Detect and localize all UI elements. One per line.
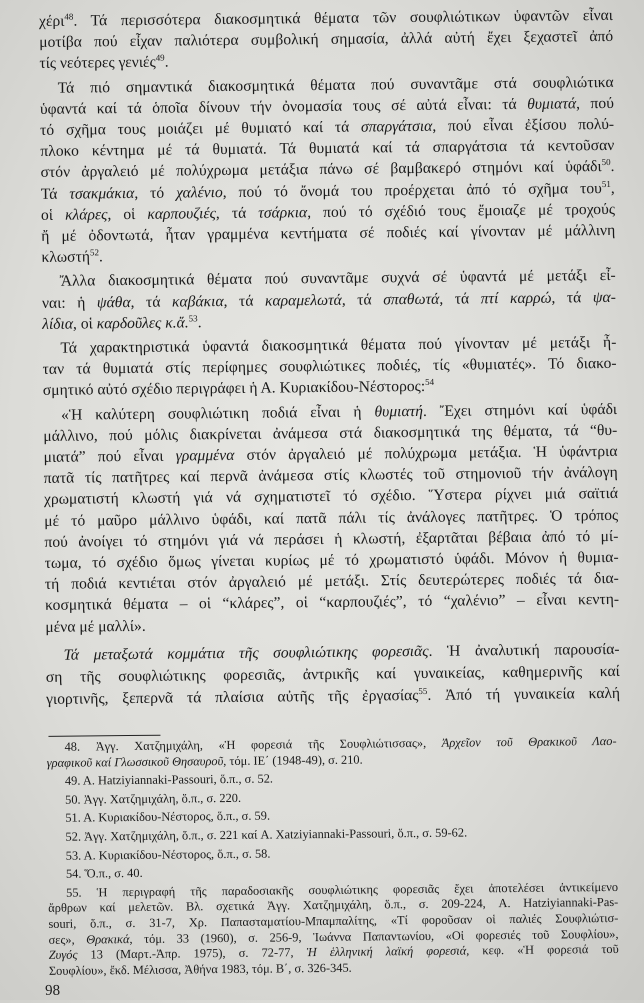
text-run: σμητικό αὐτό σχέδιο περιγράφει ἡ Α. Κυριακίδου-Νέστορος: [42,378,426,400]
text-line [47,805,617,827]
text-run: , τά [551,288,593,307]
italic-text: πτί καρρώ [480,289,552,307]
text-run: 49. A. Hatziyiannaki-Passouri, ὅ.π., σ. 52. [64,771,274,788]
text-run: χρωματιστή κλωστή γιά νά σχηματιστεῖ τό σχέδιο. Ὕστερα ρίχνει μιά σαϊτιά [43,485,619,509]
text-run: , [610,179,615,197]
text-run: μοτίβα πού εἶχαν παλιότερα συμβολική σημασία, ἀλλά αὐτή ἔχει ξεχαστεῖ ἀπό [39,28,614,52]
italic-text: καρπουζιές [147,204,216,223]
text-run: Τά χαρακτηριστικά ὑφαντά διακοσμητικά θέματα πού γίνονταν μέ μετάξι ἦ- [60,333,617,357]
text-run: Τά πιό σημαντικά διακοσμητικά θέματα πού συναντᾶμε στά σουφλιώτικα [57,73,614,97]
footnote-ref: 48 [64,11,74,22]
text-run: μένα μέ μαλλί». [45,617,146,636]
text-run: , τά [439,289,481,308]
text-line [48,842,618,864]
text-run: . Ἡ ἀναλυτική παρουσία- [428,640,620,660]
text-run: souri, ὅ.π., σ. 31-7, Χρ. Παπασταματίου-Μπαμπαλίτης, «Τί φοροῦσαν οἱ παλιές Σουφλιώτισ- [48,910,619,931]
text-run: , πού [576,94,614,113]
body-text [39,5,620,641]
footnote-ref: 53 [188,313,198,324]
text-run: τή ποδιά κεντιέται στόν ἀργαλειό μέ μετάξι. Στίς δευτερώτερες ποδιές τά δια- [44,570,619,594]
text-run: , τόμ. ΙΕ΄ (1948-49), σ. 210. [223,752,363,768]
footnotes [46,734,619,982]
footnote-ref: 52 [89,247,99,258]
italic-text: Θρακικά [86,931,130,947]
text-run: ἤ μέ ὀδοντωτά, ἦταν γραμμένα κεντήματα σέ ποδιές καί γίνονταν μέ μάλλινη [41,221,616,245]
text-run: 55. Ἡ περιγραφή τῆς παραδοσιακῆς σουφλιώτικης φορεσιᾶς ἔχει ἀποτελέσει ἀντικείμενο [66,879,619,900]
paragraph [42,332,617,402]
text-run: . [197,314,202,332]
italic-text: σπαργάτσια [360,117,433,136]
paragraph [39,5,614,75]
text-run: , πού τό ὄνομά του προέρχεται ἀπό τό σχῆμα του [222,179,602,201]
text-run: ὑφαντά καί τά ὁποῖα δίνουν τήν ὀνομασία τους σέ αὐτά εἶναι: τά [39,95,528,118]
text-run: , κεφ. «Ἡ φορεσιά τοῦ [466,942,619,958]
text-run: τό σχῆμα τους μοιάζει μέ θυμιατό καί τά [40,118,362,139]
text-run: 52. Ἀγγ. Χατζημιχάλη, ὅ.π., σ. 221 καί A. Xatziyiannaki-Passouri, ὅ.π., σ. 59-62. [65,825,468,844]
text-run: 54. Ὅ.π., σ. 40. [65,866,143,881]
text-run: 13 (Μαρτ.-Ἀπρ. 1975), σ. 72-77, [77,945,307,962]
text-run: τίς νεότερες γενιές [39,54,156,73]
text-run: , τά [223,292,266,310]
italic-text: καβάκια [171,292,224,311]
text-run: 51. Α. Κυριακίδου-Νέστορος, ὅ.π., σ. 59. [65,808,271,826]
text-run: , τόμ. 33 (1960), σ. 256-9, Ἰωάννα Παπαντωνίου, «Οἱ φορεσιές τοῦ Σουφλίου», [129,926,619,946]
italic-text: ψάθα [96,293,131,311]
text-run: . Ἀπό τή γυναικεία καλή [427,684,621,704]
text-line [47,824,617,846]
footnote [48,842,618,864]
italic-text: γραμμένα [175,446,235,465]
italic-text: λίδια [42,315,74,333]
text-run: σες», [48,932,87,947]
text-run: . [610,158,615,176]
text-run: , τά [130,293,173,311]
paragraph [46,639,621,711]
text-line [47,768,617,790]
footnote-ref: 51 [601,178,611,189]
footnote-ref: 50 [601,157,611,168]
text-run: τωμα, τό σχέδιο ὅμως γίνεται κυρίως μέ τό χρωματιστό ὑφάδι. Μόνον ἡ θυμια- [44,548,619,572]
italic-text: Τά μεταξωτά κομμάτια τῆς σουφλιώτικης φορεσιᾶς [63,642,429,664]
paragraph [42,265,617,335]
italic-text: κλάρες [64,206,108,224]
footnote [47,787,617,809]
footnote [48,880,619,980]
italic-text: σπαθωτά [383,290,440,308]
text-run: Ἄλλα διακοσμητικά θέματα πού συναντᾶμε συχνά σέ ὑφαντά μέ μετάξι εἶ- [59,267,616,291]
text-run: , πού εἶναι ἐξίσου πολύ- [432,115,615,135]
text-run: χέρι [38,12,65,30]
italic-text: τσάρκια [258,203,308,222]
text-run: , τό [134,184,177,202]
footnote-ref: 54 [425,377,435,388]
section-text [46,639,621,714]
text-run: 50. Ἀγγ. Χατζημιχάλη, ὅ.π., σ. 220. [65,790,242,807]
text-run: πού ἀνοίγει τό στημόνι γιά νά περάσει ἡ κλωστή, ἐξαρτᾶται βέβαια ἀπό τό μί- [44,527,619,551]
text-run: κλωστή [41,248,91,267]
text-run: ἄρθρων καί μελετῶν. Βλ. σχετικά Ἀγγ. Χατζημιχάλη, ὅ.π., σ. 209-224, A. Hatziyiannaki-Pas- [48,895,619,916]
italic-text: ψα- [592,288,616,306]
text-run: . Ἔχει στημόνι καί ὑφάδι [422,400,618,420]
italic-text: κ.ἄ. [165,314,189,332]
italic-text: Ζυγός [48,947,78,963]
paragraph [40,72,616,269]
text-run: . [98,248,103,266]
footnote-divider [48,735,160,737]
text-run: ση τῆς σουφλιώτικης φορεσιᾶς, ἀντρικῆς καί γυναικείας, καθημερινῆς καί [45,662,620,686]
footnote [47,824,617,846]
page-number: 98 [45,982,61,999]
text-run: μέ τό μαῦρο μάλλινο ὑφάδι, καί πατᾶ πάλι τίς ἀνάλογες πατῆτρες. Ὁ τρόπος [44,506,619,530]
italic-text: γραφικοῦ καί Γλωσσικοῦ Θησαυροῦ [46,753,224,770]
text-run: μιατά” πού εἶναι [43,447,176,466]
italic-text: χαλένιο [175,183,223,202]
footnote-ref: 49 [155,53,165,64]
text-run: 53. Α. Κυριακίδου-Νέστορος, ὅ.π., σ. 58. [65,846,271,863]
italic-text: Ἡ ἑλληνική λαϊκή φορεσιά [306,943,467,960]
italic-text: καρδοῦλες [96,314,162,333]
text-run: Τά [40,185,70,203]
footnote [47,768,617,790]
italic-text: καραμελωτά [264,291,342,310]
italic-text: τσακμάκια [69,184,135,203]
text-run: μάλλινο, πού μόλις διακρίνεται ἀνάμεσα στά διακοσμητικά της θέματα, τά “θυ- [43,421,618,445]
footnote [46,734,616,771]
italic-text: θυμιατή [374,402,424,421]
text-run: , τά [215,204,259,222]
text-run: πλοκο κέντημα μέ τά θυμιατά. Τά θυμιατά καί τά σπαργάτσια τά κεντοῦσαν [40,137,615,161]
text-run: οἱ [40,206,66,224]
text-line [47,787,617,809]
text-run: πατᾶ τίς πατῆτρες καί περνᾶ ἀνάμεσα στίς κλωστές τοῦ στημονιοῦ τήν ἀνάλογη [43,464,618,488]
text-run: 48. Ἀγγ. Χατζημιχάλη, «Ἡ φορεσιά τῆς Σουφλιώτισσας», [64,735,442,754]
footnote-ref: 55 [418,685,428,697]
text-run: στόν ἀργαλειό μέ πολύχρωμα μετάξια πάνω σέ βαμβακερό στημόνι καί ὑφάδι [40,158,602,182]
text-run: «Ἡ καλύτερη σουφλιώτικη ποδιά εἶναι ἡ [61,403,375,424]
footnote [48,861,618,883]
italic-text: θυμιατά [527,95,577,113]
footnote [47,805,617,827]
text-run: στόν ἀργαλειό μέ πολύχρωμα μετάξια. Ἡ ὑφάντρια [234,442,618,464]
text-run: κοσμητικά θέματα – οἱ “κλάρες”, οἱ “καρπουζιές”, τό “χαλένιο” – εἶναι κεντη- [45,591,620,615]
paragraph [43,399,619,638]
text-run: ταν τά θυμιατά στίς περίφημες σουφλιώτικες ποδιές, τίς «θυμιατές». Τό διακο- [42,355,617,379]
text-run: , οἱ [72,315,97,333]
text-run: , τά [341,290,384,309]
text-run: Σουφλίου», ἔκδ. Μέλισσα, Ἀθήνα 1983, τόμ. Β΄, σ. 326-345. [48,960,352,978]
text-run: , πού τό σχέδιό τους ἔμοιαζε μέ τροχούς [307,200,616,221]
text-run: . [164,53,169,72]
italic-text: Ἀρχεῖον τοῦ Θρακικοῦ Λαο- [441,733,617,750]
text-line [48,861,618,883]
text-run: γιορτινῆς, ξεπερνᾶ τά πλαίσια αὐτῆς τῆς ἐργασίας [45,687,419,708]
text-run: , οἱ [107,205,148,224]
text-line [46,683,620,711]
text-run: ναι: ἡ [41,293,97,312]
text-run: . Τά περισσότερα διακοσμητικά θέματα τῶν σουφλιώτικων ὑφαντῶν εἶναι [73,6,614,30]
